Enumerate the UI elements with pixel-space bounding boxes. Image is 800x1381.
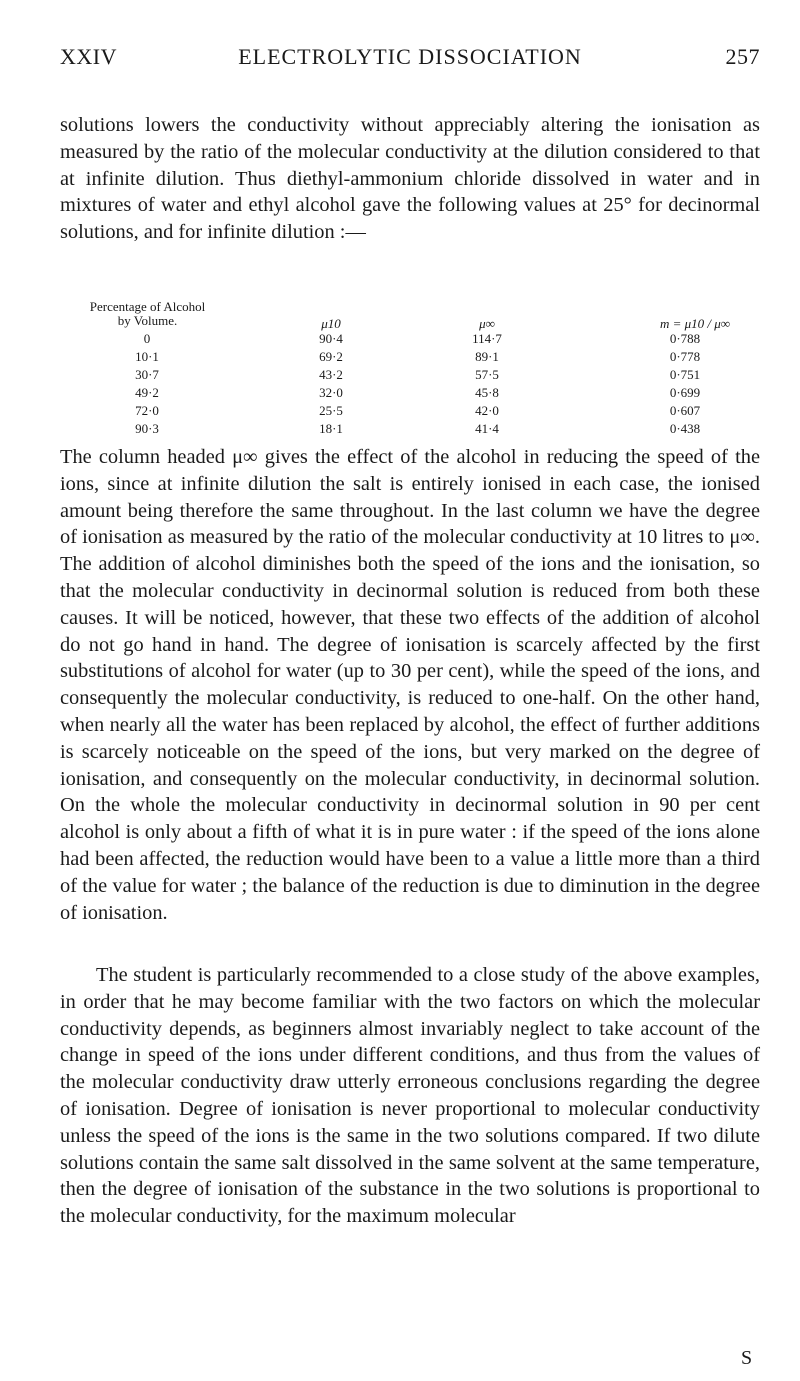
header-mu-infinity: μ∞	[479, 316, 495, 331]
cell-r3-c0: 49·2	[135, 385, 159, 400]
paragraph-1: solutions lowers the conductivity without appreciably altering the ionisation as measured by the ratio of the molecular conductivity at the dilution considered to that at infinite dilution. Thus diethyl-ammonium chloride dissolved in water and in mixtures of water and ethyl alcohol gave the following values at 25° for decinormal solutions, and for infinite dilution :—	[60, 114, 760, 244]
cell-r5-c3: 0·438	[669, 421, 701, 436]
cell-r1-c1: 69·2	[319, 349, 343, 364]
header-alcohol-line1: Percentage of Alcohol	[89, 299, 206, 314]
cell-r2-c3: 0·751	[669, 367, 701, 382]
cell-r2-c2: 57·5	[475, 367, 499, 382]
cell-r4-c0: 72·0	[135, 403, 159, 418]
running-header	[60, 44, 760, 78]
cell-r2-c0: 30·7	[135, 367, 159, 382]
header-alcohol-line2: by Volume.	[117, 313, 178, 328]
cell-r4-c2: 42·0	[475, 403, 499, 418]
cell-r1-c0: 10·1	[135, 349, 159, 364]
cell-r5-c1: 18·1	[319, 421, 343, 436]
cell-r1-c2: 89·1	[475, 349, 499, 364]
signature-mark: S	[741, 1347, 753, 1369]
running-title: ELECTROLYTIC DISSOCIATION	[238, 44, 582, 69]
cell-r0-c3: 0·788	[669, 331, 701, 346]
cell-r4-c3: 0·607	[669, 403, 701, 418]
cell-r5-c0: 90·3	[135, 421, 159, 436]
cell-r4-c1: 25·5	[319, 403, 343, 418]
paragraph-3: The student is particularly recommended to a close study of the above examples, in order that he may become familiar with the two factors on which the molecular conductivity depends, as beginners almost invariably neglect to take account of the change in speed of the ions under different conditions, and thus from the values of the molecular conductivity draw utterly erroneous conclusions regarding the degree of ionisation. Degree of ionisation is never proportional to molecular conductivity unless the speed of the ions is the same in the two solutions compared. If two dilute solutions contain the same salt dissolved in the same solvent at the same temperature, then the degree of ionisation of the substance in the two solutions is proportional to the molecular conductivity, for the maximum molecular	[60, 964, 760, 1228]
cell-r3-c3: 0·699	[669, 385, 701, 400]
page-number: 257	[725, 44, 760, 69]
cell-r0-c1: 90·4	[319, 331, 343, 346]
chapter-number: XXIV	[60, 44, 117, 69]
paragraph-2: The column headed μ∞ gives the effect of the alcohol in reducing the speed of the ions, since at infinite dilution the salt is entirely ionised in each case, the ionised amount being therefore the same throughout. In the last column we have the degree of ionisation as measured by the ratio of the molecular conductivity at 10 litres to μ∞. The addition of alcohol diminishes both the speed of the ions and the ionisation, so that the molecular conductivity in decinormal solution is reduced from both these causes. It will be noticed, however, that these two effects of the addition of alcohol do not go hand in hand. The degree of ionisation is scarcely affected by the first substitutions of alcohol for water (up to 30 per cent), while the speed of the ions, and consequently the molecular conductivity, is reduced to one-half. On the other hand, when nearly all the water has been replaced by alcohol, the effect of further additions is scarcely noticeable on the speed of the ions, but very marked on the degree of ionisation, and consequently on the molecular conductivity, in decinormal solution. On the whole the molecular conductivity in decinormal solution in 90 per cent alcohol is only about a fifth of what it is in pure water : if the speed of the ions alone had been affected, the reduction would have been to a value a little more than a third of the value for water ; the balance of the reduction is due to diminution in the degree of ionisation.	[60, 446, 760, 924]
header-alcohol-percentage	[60, 300, 235, 328]
cell-r0-c2: 114·7	[472, 331, 502, 346]
cell-r1-c3: 0·778	[669, 349, 701, 364]
cell-r3-c2: 45·8	[475, 385, 499, 400]
cell-r3-c1: 32·0	[319, 385, 343, 400]
cell-r2-c1: 43·2	[319, 367, 343, 382]
header-mu10: μ10	[321, 316, 341, 331]
cell-r0-c0: 0	[143, 331, 151, 346]
conductivity-table	[60, 299, 760, 436]
header-m-ratio: m = μ10 / μ∞	[659, 316, 731, 331]
cell-r5-c2: 41·4	[475, 421, 499, 436]
